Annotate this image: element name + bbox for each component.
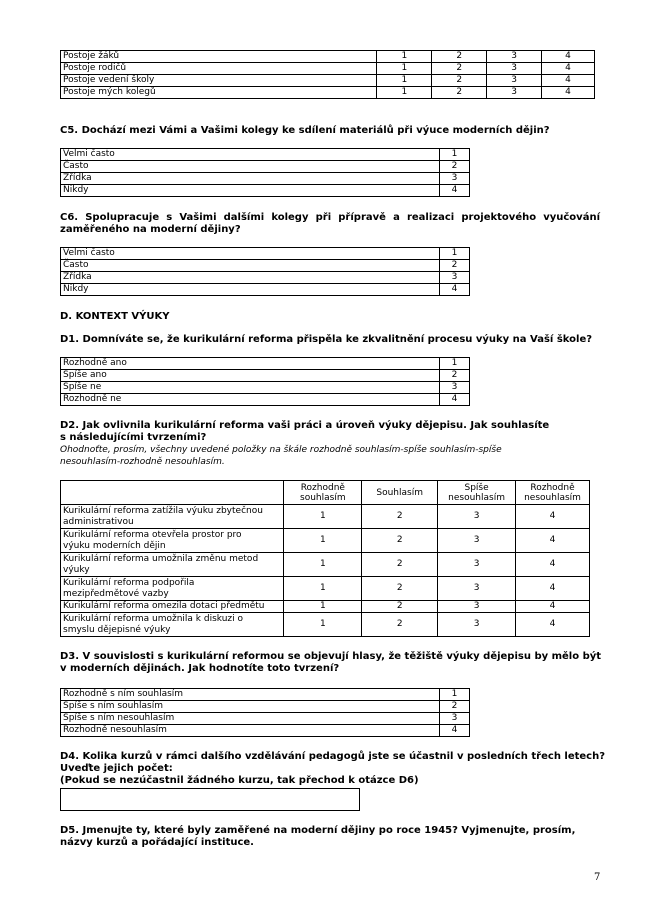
table-row: [61, 63, 595, 75]
scale-value: 4: [516, 577, 590, 601]
scale-value: 1: [377, 51, 432, 63]
scale-value: 2: [362, 613, 438, 637]
row-label: Postoje rodičů: [61, 63, 377, 75]
scale-value: 3: [487, 51, 542, 63]
header-blank: [61, 481, 284, 505]
option-row: [61, 725, 470, 737]
c5-options-table: [60, 148, 470, 197]
row-label: Postoje vedení školy: [61, 75, 377, 87]
scale-value: 2: [362, 577, 438, 601]
row-label: Postoje žáků: [61, 51, 377, 63]
scale-value: 3: [438, 613, 516, 637]
d3-options-table: [60, 688, 470, 737]
option-row: [61, 185, 470, 197]
scale-value: 4: [542, 63, 595, 75]
scale-value: 3: [438, 577, 516, 601]
scale-value: 2: [432, 87, 487, 99]
scale-value: 4: [516, 601, 590, 613]
scale-header-line2: nesouhlasím: [448, 492, 505, 503]
scale-value: 3: [438, 601, 516, 613]
page-number: 7: [594, 872, 601, 883]
header-row: [61, 481, 590, 505]
scale-header: [284, 481, 362, 505]
scale-value: 4: [542, 87, 595, 99]
option-code: 3: [440, 713, 470, 725]
question-d1: D1. Domníváte se, že kurikulární reforma přispěla ke zkvalitnění procesu výuky na Vaší škole?: [60, 334, 593, 345]
option-code: 4: [440, 284, 470, 296]
option-label: Nikdy: [61, 284, 440, 296]
statement-label: [61, 553, 284, 577]
question-d4-line1: D4. Kolika kurzů v rámci dalšího vzdělávání pedagogů jste se účastnil v posledních třech letech?: [60, 751, 606, 762]
section-d-title: D. KONTEXT VÝUKY: [60, 311, 170, 322]
statement-line1: Kurikulární reforma otevřela prostor pro: [63, 529, 242, 540]
question-d4-line2: Uveďte jejich počet:: [60, 763, 173, 774]
table-row: [61, 553, 590, 577]
scale-header-line2: nesouhlasím: [524, 492, 581, 503]
option-row: [61, 260, 470, 272]
statement-label: [61, 601, 284, 613]
question-d2-line1: D2. Jak ovlivnila kurikulární reforma vaši práci a úroveň výuky dějepisu. Jak souhlasíte: [60, 420, 550, 431]
d4-course-count-input[interactable]: [60, 788, 360, 811]
option-label: Často: [61, 260, 440, 272]
question-d5-line1: D5. Jmenujte ty, které byly zaměřené na moderní dějiny po roce 1945? Vyjmenujte, prosím,: [60, 825, 576, 836]
option-label: Často: [61, 161, 440, 173]
option-row: [61, 173, 470, 185]
scale-header-line2: souhlasím: [300, 492, 346, 503]
scale-value: 4: [542, 51, 595, 63]
question-d3-line2: v moderních dějinách. Jak hodnotíte toto tvrzení?: [60, 663, 340, 674]
question-c5: C5. Dochází mezi Vámi a Vašimi kolegy ke sdílení materiálů při výuce moderních dějin?: [60, 125, 550, 136]
option-label: Rozhodně ne: [61, 394, 440, 406]
scale-header: [516, 481, 590, 505]
option-code: 3: [440, 272, 470, 284]
table-row: [61, 577, 590, 601]
statement-label: [61, 505, 284, 529]
scale-header: [362, 481, 438, 505]
scale-value: 2: [362, 505, 438, 529]
option-row: [61, 284, 470, 296]
option-code: 1: [440, 689, 470, 701]
scale-value: 2: [362, 601, 438, 613]
scale-value: 3: [438, 505, 516, 529]
statement-label: [61, 577, 284, 601]
table-row: [61, 505, 590, 529]
d1-options-table: [60, 357, 470, 406]
option-row: [61, 370, 470, 382]
option-label: Velmi často: [61, 149, 440, 161]
option-label: Rozhodně s ním souhlasím: [61, 689, 440, 701]
statement-line1: Kurikulární reforma umožnila změnu metod: [63, 553, 259, 564]
option-code: 1: [440, 149, 470, 161]
statement-line1: Kurikulární reforma omezila dotaci předmětu: [63, 601, 265, 611]
scale-value: 2: [362, 553, 438, 577]
option-code: 3: [440, 173, 470, 185]
option-label: Zřídka: [61, 173, 440, 185]
scale-value: 1: [284, 601, 362, 613]
scale-header-line1: Rozhodně: [530, 482, 575, 493]
scale-value: 1: [377, 87, 432, 99]
option-row: [61, 689, 470, 701]
option-code: 1: [440, 358, 470, 370]
option-label: Nikdy: [61, 185, 440, 197]
option-code: 3: [440, 382, 470, 394]
option-row: [61, 248, 470, 260]
attitudes-table: [60, 50, 595, 99]
option-label: Zřídka: [61, 272, 440, 284]
option-label: Spíše ano: [61, 370, 440, 382]
statement-line2: smyslu dějepisné výuky: [63, 624, 171, 635]
scale-value: 1: [284, 505, 362, 529]
scale-value: 1: [284, 613, 362, 637]
option-label: Rozhodně nesouhlasím: [61, 725, 440, 737]
scale-value: 2: [432, 75, 487, 87]
scale-value: 3: [487, 63, 542, 75]
statement-line2: výuky: [63, 564, 90, 575]
scale-value: 4: [516, 613, 590, 637]
statement-label: [61, 529, 284, 553]
scale-value: 2: [432, 63, 487, 75]
scale-value: 3: [487, 75, 542, 87]
option-code: 2: [440, 701, 470, 713]
statement-line1: Kurikulární reforma zatížila výuku zbytečnou: [63, 505, 263, 516]
option-code: 4: [440, 725, 470, 737]
option-code: 1: [440, 248, 470, 260]
option-row: [61, 358, 470, 370]
option-label: Spíše s ním souhlasím: [61, 701, 440, 713]
option-row: [61, 161, 470, 173]
scale-value: 2: [432, 51, 487, 63]
option-label: Spíše s ním nesouhlasím: [61, 713, 440, 725]
scale-value: 3: [438, 529, 516, 553]
scale-value: 1: [377, 75, 432, 87]
scale-value: 4: [516, 553, 590, 577]
d2-note-line2: nesouhlasím-rozhodně nesouhlasím.: [60, 457, 225, 467]
question-c6: C6. Spolupracuje s Vašimi dalšími kolegy při přípravě a realizaci projektového vyučování zaměřeného na moderní dějiny?: [60, 212, 600, 235]
scale-value: 2: [362, 529, 438, 553]
question-d3-line1: D3. V souvislosti s kurikulární reformou se objevují hlasy, že těžiště výuky dějepisu by mělo být: [60, 651, 602, 662]
scale-header: [438, 481, 516, 505]
statement-line1: Kurikulární reforma umožnila k diskuzi o: [63, 613, 244, 624]
option-label: Spíše ne: [61, 382, 440, 394]
table-row: [61, 51, 595, 63]
scale-value: 1: [284, 529, 362, 553]
row-label: Postoje mých kolegů: [61, 87, 377, 99]
option-code: 2: [440, 370, 470, 382]
table-row: [61, 601, 590, 613]
scale-value: 3: [438, 553, 516, 577]
scale-header-line1: Souhlasím: [376, 487, 423, 498]
scale-value: 1: [284, 553, 362, 577]
scale-value: 4: [516, 505, 590, 529]
scale-value: 1: [284, 577, 362, 601]
statement-line2: mezipředmětové vazby: [63, 588, 169, 599]
option-row: [61, 149, 470, 161]
option-row: [61, 272, 470, 284]
statement-line2: výuku moderních dějin: [63, 540, 166, 551]
scale-value: 3: [487, 87, 542, 99]
statement-label: [61, 613, 284, 637]
table-row: [61, 87, 595, 99]
statement-line2: administrativou: [63, 516, 134, 527]
table-row: [61, 529, 590, 553]
option-label: Rozhodně ano: [61, 358, 440, 370]
option-row: [61, 713, 470, 725]
option-row: [61, 701, 470, 713]
scale-value: 4: [542, 75, 595, 87]
option-code: 4: [440, 185, 470, 197]
option-code: 4: [440, 394, 470, 406]
statement-line1: Kurikulární reforma podpořila: [63, 577, 195, 588]
option-code: 2: [440, 161, 470, 173]
scale-header-line1: Rozhodně: [300, 482, 345, 493]
c6-options-table: [60, 247, 470, 296]
question-d5-line2: názvy kurzů a pořádající instituce.: [60, 837, 254, 848]
table-row: [61, 613, 590, 637]
option-code: 2: [440, 260, 470, 272]
option-row: [61, 382, 470, 394]
option-label: Velmi často: [61, 248, 440, 260]
table-row: [61, 75, 595, 87]
d2-statements-table: [60, 480, 590, 637]
question-d4-line3: (Pokud se nezúčastnil žádného kurzu, tak přechod k otázce D6): [60, 775, 419, 786]
scale-header-line1: Spíše: [464, 482, 489, 493]
question-d2-line2: s následujícími tvrzeními?: [60, 432, 207, 443]
d2-note-line1: Ohodnoťte, prosím, všechny uvedené položky na škále rozhodně souhlasím-spíše souhlasím-spíše: [60, 445, 502, 455]
scale-value: 1: [377, 63, 432, 75]
option-row: [61, 394, 470, 406]
scale-value: 4: [516, 529, 590, 553]
